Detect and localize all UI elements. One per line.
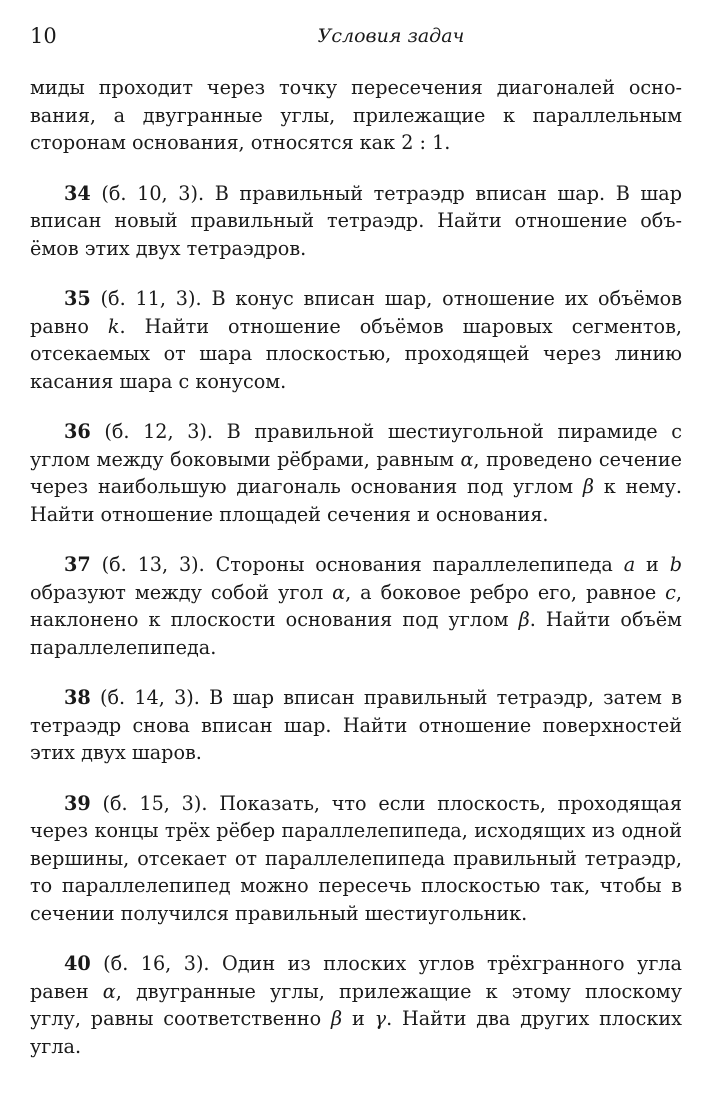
- math-symbol: β: [331, 1007, 343, 1030]
- running-title: Условия задач: [317, 25, 465, 47]
- problem-text: , а боковое ребро его, равное: [345, 580, 666, 604]
- problem-text: . Найти объём параллелепипеда.: [30, 608, 682, 659]
- problem-list: [30, 180, 682, 1061]
- problem-text: . Найти два других плоских угла.: [30, 1007, 683, 1058]
- problem-text: и: [342, 1007, 375, 1030]
- problem-text: В конус вписан шар, отношение их объёмов равно: [30, 287, 682, 338]
- problem-number: 36: [64, 420, 91, 443]
- math-symbol: β: [518, 608, 530, 631]
- problem-number: 40: [64, 952, 91, 975]
- math-symbol: γ: [374, 1007, 387, 1030]
- problem-35: [30, 285, 682, 395]
- problem-34: [30, 180, 682, 263]
- problem-text: В правильный тетраэдр вписан шар. В шар вписан новый правильный тетраэдр. Найти отношение объёмов этих двух тетраэдров.: [30, 181, 682, 260]
- math-symbol: b: [669, 553, 682, 576]
- problem-36: [30, 418, 682, 528]
- page-number: 10: [30, 24, 57, 48]
- math-symbol: α: [460, 447, 474, 471]
- problem-40: [30, 950, 682, 1060]
- problem-39: [30, 790, 682, 928]
- problem-reference: (б. 12, 3).: [104, 420, 214, 443]
- problem-text: Показать, что если плоскость, проходящая через концы трёх рёбер параллелепипеда, исходящих из одной вершины, отсекает от параллелепипеда правильный тетраэдр, то параллелепипед можно пересечь плоскостью так, чтобы в сечении получился правильный шестиугольник.: [30, 791, 682, 925]
- problem-text: , проведено сечение через наибольшую диагональ основания под углом: [30, 447, 682, 498]
- math-symbol: α: [102, 979, 116, 1003]
- intro-paragraph: миды проходит через точку пересечения диагоналей основания, а двугранные углы, прилежащие к параллельным сторонам основания, относятся как 2 : 1.: [30, 76, 682, 154]
- problem-number: 37: [64, 553, 91, 576]
- problem-text: . Найти отношение объёмов шаровых сегментов, отсекаемых от шара плоскостью, проходящей через линию касания шара с конусом.: [30, 314, 682, 393]
- math-symbol: k: [107, 314, 120, 338]
- problem-reference: (б. 15, 3).: [102, 791, 208, 815]
- problem-text: образуют между собой угол: [30, 580, 333, 604]
- math-symbol: β: [582, 475, 594, 498]
- problem-reference: (б. 14, 3).: [99, 686, 200, 709]
- problem-text: В шар вписан правильный тетраэдр, затем в тетраэдр снова вписан шар. Найти отношение поверхностей этих двух шаров.: [30, 686, 682, 764]
- problem-reference: (б. 13, 3).: [101, 553, 205, 576]
- page-content: [30, 74, 682, 1060]
- problem-text: , наклонено к плоскости основания под углом: [30, 580, 683, 631]
- problem-number: 38: [64, 686, 91, 709]
- problem-text: к нему. Найти отношение площадей сечения и основания.: [30, 475, 682, 526]
- problem-reference: (б. 11, 3).: [100, 287, 202, 310]
- problem-38: [30, 684, 682, 767]
- problem-37: [30, 551, 682, 661]
- document-page: [30, 20, 682, 1060]
- problem-number: 35: [64, 287, 91, 310]
- problem-text: и: [635, 553, 670, 576]
- problem-number: 34: [64, 181, 91, 205]
- math-symbol: a: [623, 553, 636, 576]
- problem-text: Один из плоских углов трёхгранного угла равен: [30, 952, 682, 1003]
- problem-text: В правильной шестиугольной пирамиде с углом между боковыми рёбрами, равным: [30, 420, 682, 471]
- problem-reference: (б. 10, 3).: [101, 181, 205, 205]
- problem-text: , двугранные углы, прилежащие к этому плоскому углу, равны соответственно: [30, 979, 682, 1030]
- problem-text: Стороны основания параллелепипеда: [215, 553, 624, 576]
- problem-number: 39: [64, 791, 91, 815]
- page-header: [30, 20, 682, 52]
- math-symbol: α: [332, 580, 346, 604]
- math-symbol: c: [665, 580, 676, 604]
- problem-reference: (б. 16, 3).: [103, 952, 210, 975]
